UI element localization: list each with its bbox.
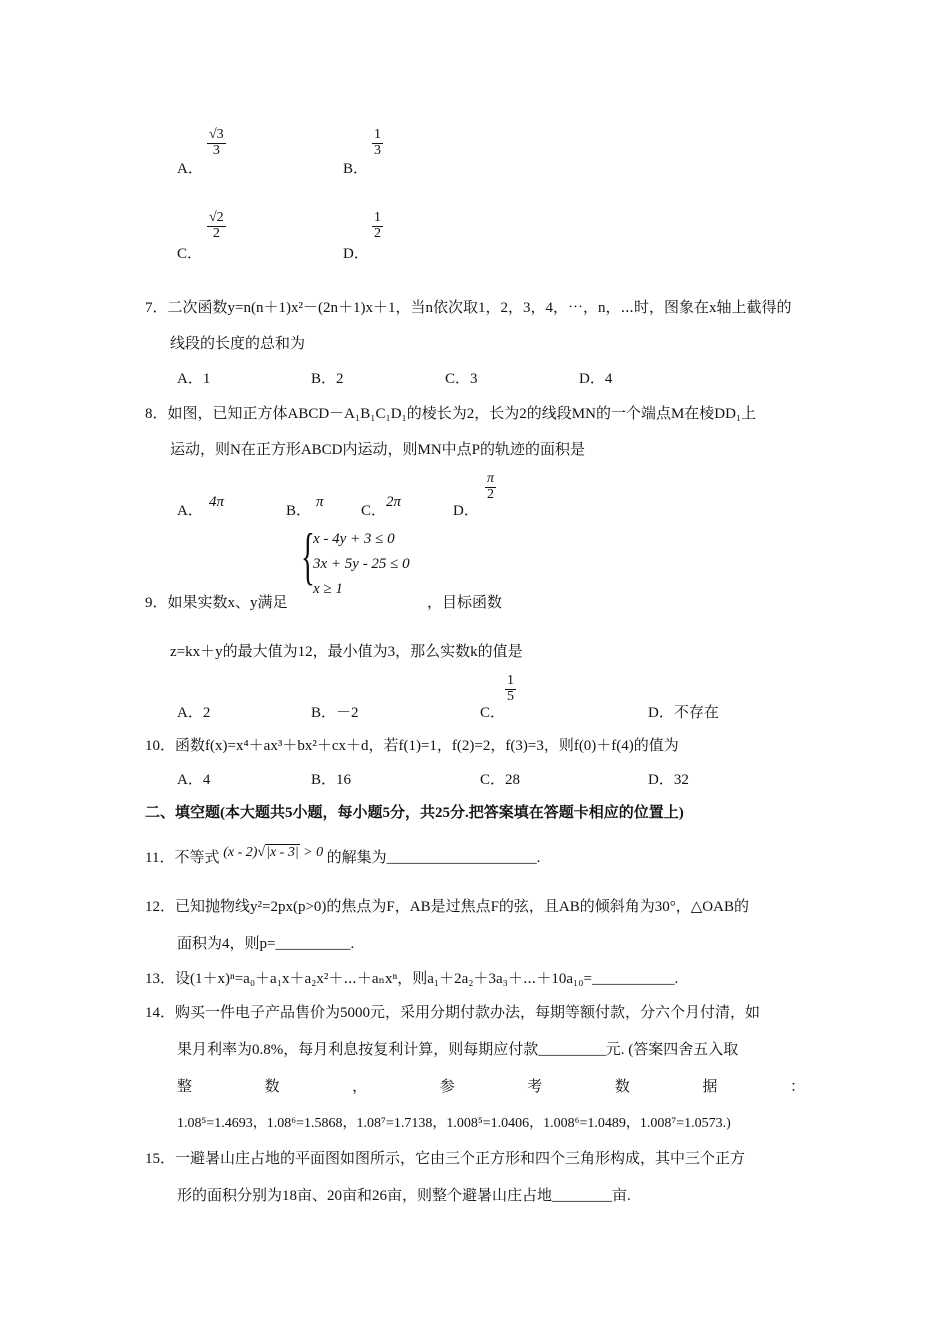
q8-option-a-value: 4π <box>209 494 225 510</box>
q7-text-line2: 线段的长度的总和为 <box>170 336 306 352</box>
q12-text-line1: 12．已知抛物线y²=2px(p>0)的焦点为F，AB是过焦点F的弦，且AB的倾斜角为30°，△OAB的 <box>145 899 749 915</box>
section-heading: 二、填空题(本大题共5小题，每小题5分，共25分.把答案填在答题卡相应的位置上) <box>145 805 684 821</box>
q11-suffix: 的解集为____________________. <box>326 850 541 866</box>
q6-option-d-fraction <box>372 211 383 241</box>
fraction-numerator: 1 <box>374 210 381 225</box>
q6-option-a-fraction <box>207 128 226 158</box>
q10-text: 10．函数f(x)=x⁴＋ax³＋bx²＋cx＋d，若f(1)=1，f(2)=2，f(3)=3，则f(0)＋f(4)的值为 <box>145 738 679 754</box>
option-label: D． <box>343 246 369 262</box>
q8-option-a-label: A． <box>177 503 203 519</box>
q6-option-a <box>177 157 203 178</box>
q11-text <box>145 846 540 867</box>
system-ineq-3: x ≥ 1 <box>313 581 343 597</box>
q14-char: 考 <box>527 1079 543 1095</box>
q8-option-c-value: 2π <box>386 494 402 510</box>
q11-radicand: |x - 3| <box>266 845 299 860</box>
q12-text-line2: 面积为4，则p=__________. <box>177 936 355 952</box>
q9-text-before: 9．如果实数x、y满足 <box>145 595 288 611</box>
fraction-numerator: √3 <box>209 127 224 142</box>
q8-option-b-value: π <box>316 494 324 510</box>
fraction-numerator: 1 <box>507 673 514 688</box>
q14-char: 整 <box>177 1079 193 1095</box>
q15-text-line1: 15．一避暑山庄占地的平面图如图所示，它由三个正方形和四个三角形构成，其中三个正方 <box>145 1151 746 1167</box>
fraction-denominator: 2 <box>212 225 220 241</box>
q10-option-c: C．28 <box>480 772 521 788</box>
q13-text: 13．设(1＋x)ⁿ=a₀＋a₁x＋a₂x²＋⋯＋aₙxⁿ，则a₁＋2a₂＋3a₃＋⋯＋10a₁₀=___________. <box>145 971 679 987</box>
q7-option-a: A．1 <box>177 371 211 387</box>
q7-option-d: D．4 <box>579 371 613 387</box>
q8-text-line1: 8．如图，已知正方体ABCD－A₁B₁C₁D₁的棱长为2，长为2的线段MN的一个端点M在棱DD₁上 <box>145 406 757 422</box>
q6-option-c-fraction <box>207 211 226 241</box>
q7-text-line1: 7．二次函数y=n(n＋1)x²－(2n＋1)x＋1，当n依次取1，2，3，4，⋯，n，⋯时，图象在x轴上截得的 <box>145 300 792 316</box>
system-ineq-2: 3x + 5y - 25 ≤ 0 <box>313 556 410 572</box>
system-ineq-1: x - 4y + 3 ≤ 0 <box>313 531 395 547</box>
fraction-numerator: π <box>487 471 495 486</box>
q6-option-d <box>343 242 369 263</box>
q8-option-d-fraction <box>485 472 496 502</box>
option-label: C． <box>177 246 203 262</box>
q14-text-line4: 1.08⁵=1.4693，1.08⁶=1.5868，1.08⁷=1.7138，1.008⁵=1.0406，1.008⁶=1.0489，1.008⁷=1.0573.) <box>177 1116 731 1131</box>
q11-expr-part-a: (x - 2) <box>223 845 258 860</box>
q14-char: ， <box>352 1079 368 1095</box>
q7-option-c: C．3 <box>445 371 478 387</box>
q8-option-b-label: B． <box>286 503 312 519</box>
fraction-denominator: 3 <box>212 142 220 158</box>
fraction-numerator: √2 <box>209 210 224 225</box>
system-brace: { <box>301 520 315 591</box>
option-label: A． <box>177 161 203 177</box>
q9-option-c-label: C． <box>480 705 506 721</box>
fraction-denominator: 5 <box>507 688 514 704</box>
q11-expression: (x - 2)√|x - 3| > 0 <box>223 845 324 860</box>
q6-option-b-fraction <box>372 128 383 158</box>
fraction-denominator: 2 <box>374 225 381 241</box>
q9-option-c-fraction <box>505 674 516 704</box>
q10-option-b: B．16 <box>311 772 352 788</box>
q6-option-b <box>343 157 368 178</box>
q8-text-line2: 运动，则N在正方形ABCD内运动，则MN中点P的轨迹的面积是 <box>170 442 586 458</box>
fraction-denominator: 2 <box>487 486 494 502</box>
q7-option-b: B．2 <box>311 371 344 387</box>
q10-option-a: A．4 <box>177 772 211 788</box>
q14-text-line2: 果月利率为0.8%，每月利息按复利计算，则每期应付款_________元. (答案四舍五入取 <box>177 1042 739 1058</box>
q14-text-line1: 14．购买一件电子产品售价为5000元，采用分期付款办法，每期等额付款，分六个月付清，如 <box>145 1005 761 1021</box>
q10-option-d: D．32 <box>648 772 689 788</box>
q14-char: 数 <box>614 1079 630 1095</box>
q6-option-c <box>177 242 202 263</box>
q8-option-c-label: C． <box>361 503 387 519</box>
q14-char: 参 <box>439 1079 455 1095</box>
q9-text-after: ，目标函数 <box>427 595 503 611</box>
q9-option-b: B．－2 <box>311 705 359 721</box>
fraction-numerator: 1 <box>374 127 381 142</box>
q15-text-line2: 形的面积分别为18亩、20亩和26亩，则整个避暑山庄占地________亩. <box>177 1188 631 1204</box>
option-label: B． <box>343 161 369 177</box>
q8-option-d-label: D． <box>453 503 479 519</box>
q14-char: 据 <box>702 1079 718 1095</box>
fraction-denominator: 3 <box>374 142 381 158</box>
q14-char: ： <box>789 1079 805 1095</box>
q14-char: 数 <box>264 1079 280 1095</box>
q11-expr-part-b: > 0 <box>303 845 324 860</box>
q9-option-a: A．2 <box>177 705 211 721</box>
q9-text-line2: z=kx＋y的最大值为12，最小值为3，那么实数k的值是 <box>170 644 523 660</box>
q14-text-line3 <box>177 1075 805 1096</box>
q11-prefix: 11．不等式 <box>145 850 220 866</box>
q9-option-d: D．不存在 <box>648 705 719 721</box>
